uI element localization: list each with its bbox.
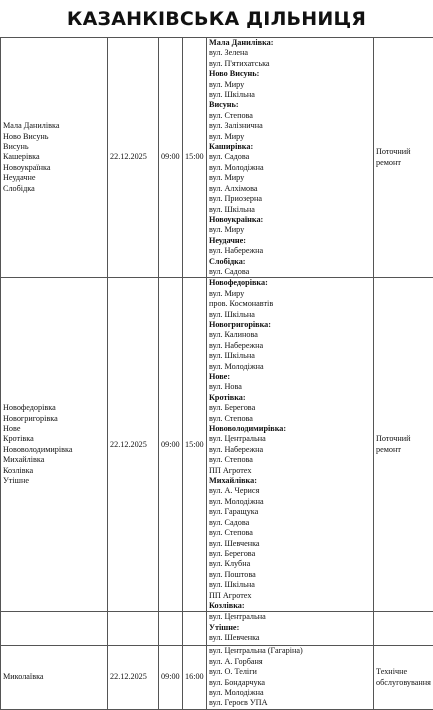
street-name: вул. Центральна <box>209 434 371 444</box>
table-row <box>1 612 433 646</box>
village-heading: Новогригорівка: <box>209 320 371 330</box>
street-name: вул. Шевченка <box>209 539 371 549</box>
street-name: вул. Шкільна <box>209 351 371 361</box>
end-time-cell <box>183 612 207 646</box>
street-name: вул. Миру <box>209 289 371 299</box>
street-name: вул. О. Телiги <box>209 667 371 677</box>
street-name: вул. Поштова <box>209 570 371 580</box>
page-title: КАЗАНКІВСЬКА ДІЛЬНИЦЯ <box>0 8 433 30</box>
street-name: вул. Шкільна <box>209 580 371 590</box>
street-name: вул. Шевченка <box>209 633 371 643</box>
village-heading: Кротівка: <box>209 393 371 403</box>
street-name: вул. Молодіжна <box>209 362 371 372</box>
settlement-name: Мала Данилівка <box>3 121 105 131</box>
street-name: вул. Молодіжна <box>209 688 371 698</box>
village-heading: Утішне: <box>209 623 371 633</box>
village-heading: Слобідка: <box>209 257 371 267</box>
street-name: вул. Залізнична <box>209 121 371 131</box>
village-heading: Козлівка: <box>209 601 371 611</box>
streets-cell <box>207 612 374 646</box>
work-type-cell <box>374 612 433 646</box>
start-time-cell: 09:00 <box>159 646 183 709</box>
street-name: вул. Миру <box>209 225 371 235</box>
street-name: вул. Молодіжна <box>209 163 371 173</box>
street-name: вул. А. Черися <box>209 486 371 496</box>
street-name: вул. Садова <box>209 267 371 277</box>
street-name: вул. Набережна <box>209 246 371 256</box>
village-heading: Новоукраїнка: <box>209 215 371 225</box>
settlement-name: Ново Висунь <box>3 132 105 142</box>
street-name: ПП Агротех <box>209 591 371 601</box>
settlements-cell <box>1 646 108 709</box>
settlement-name: Висунь <box>3 142 105 152</box>
date-cell: 22.12.2025 <box>108 38 159 278</box>
street-name: вул. А. Горбаня <box>209 657 371 667</box>
street-name: ПП Агротех <box>209 466 371 476</box>
street-name: вул. Бондарчука <box>209 678 371 688</box>
settlement-name: Слобідка <box>3 184 105 194</box>
village-heading: Нововолодимирівка: <box>209 424 371 434</box>
date-cell <box>108 612 159 646</box>
settlement-name: Козлівка <box>3 466 105 476</box>
settlement-name: Нове <box>3 424 105 434</box>
street-name: вул. Садова <box>209 518 371 528</box>
street-name: вул. Центральна <box>209 612 371 622</box>
start-time-cell: 09:00 <box>159 278 183 612</box>
street-name: вул. Шкільна <box>209 310 371 320</box>
settlement-name: Кашерівка <box>3 152 105 162</box>
street-name: вул. Нова <box>209 382 371 392</box>
street-name: вул. Героєв УПА <box>209 698 371 708</box>
settlement-name: Новофедорівка <box>3 403 105 413</box>
street-name: вул. Миру <box>209 173 371 183</box>
end-time-cell: 16:00 <box>183 646 207 709</box>
street-name: вул. Степова <box>209 111 371 121</box>
street-name: вул. Садова <box>209 152 371 162</box>
table-row <box>1 278 433 612</box>
date-cell: 22.12.2025 <box>108 646 159 709</box>
street-name: вул. Миру <box>209 80 371 90</box>
work-type-cell: Технічне обслуговування <box>374 646 433 709</box>
settlement-name: Неудачне <box>3 173 105 183</box>
street-name: вул. Степова <box>209 455 371 465</box>
village-heading: Каширівка: <box>209 142 371 152</box>
settlements-cell <box>1 278 108 612</box>
end-time-cell: 15:00 <box>183 278 207 612</box>
street-name: вул. Клубна <box>209 559 371 569</box>
street-name: вул. Берегова <box>209 549 371 559</box>
street-name: вул. Гаращука <box>209 507 371 517</box>
village-heading: Неудачне: <box>209 236 371 246</box>
settlement-name: Михайлівка <box>3 455 105 465</box>
street-name: вул. Степова <box>209 528 371 538</box>
start-time-cell <box>159 612 183 646</box>
street-name: пров. Космонавтів <box>209 299 371 309</box>
table-row <box>1 646 433 709</box>
street-name: вул. Алхімова <box>209 184 371 194</box>
table-row <box>1 38 433 278</box>
date-cell: 22.12.2025 <box>108 278 159 612</box>
streets-cell <box>207 646 374 709</box>
village-heading: Ново Висунь: <box>209 69 371 79</box>
streets-cell <box>207 38 374 278</box>
start-time-cell: 09:00 <box>159 38 183 278</box>
village-heading: Михайлівка: <box>209 476 371 486</box>
settlement-name: Новогригорівка <box>3 414 105 424</box>
settlement-name: Новоукраїнка <box>3 163 105 173</box>
settlement-name: Нововолодимирівка <box>3 445 105 455</box>
street-name: вул. Берегова <box>209 403 371 413</box>
settlements-cell <box>1 612 108 646</box>
end-time-cell: 15:00 <box>183 38 207 278</box>
street-name: вул. Молодіжна <box>209 497 371 507</box>
street-name: вул. Центральна (Гагаріна) <box>209 646 371 656</box>
streets-cell <box>207 278 374 612</box>
street-name: вул. Набережна <box>209 445 371 455</box>
street-name: вул. Калинова <box>209 330 371 340</box>
street-name: вул. Приозерна <box>209 194 371 204</box>
work-type-cell: Поточний ремонт <box>374 278 433 612</box>
street-name: вул. Шкільна <box>209 205 371 215</box>
outage-schedule-table <box>0 37 433 710</box>
settlements-cell <box>1 38 108 278</box>
street-name: вул. Степова <box>209 414 371 424</box>
street-name: вул. Миру <box>209 132 371 142</box>
work-type-cell: Поточний ремонт <box>374 38 433 278</box>
street-name: вул. Шкільна <box>209 90 371 100</box>
settlement-name: Кротівка <box>3 434 105 444</box>
settlement-name: Миколаївка <box>3 672 105 682</box>
village-heading: Новофедорівка: <box>209 278 371 288</box>
village-heading: Нове: <box>209 372 371 382</box>
village-heading: Висунь: <box>209 100 371 110</box>
street-name: вул. Набережна <box>209 341 371 351</box>
street-name: вул. П'ятихатська <box>209 59 371 69</box>
street-name: вул. Зелена <box>209 48 371 58</box>
settlement-name: Утішне <box>3 476 105 486</box>
village-heading: Мала Данилівка: <box>209 38 371 48</box>
